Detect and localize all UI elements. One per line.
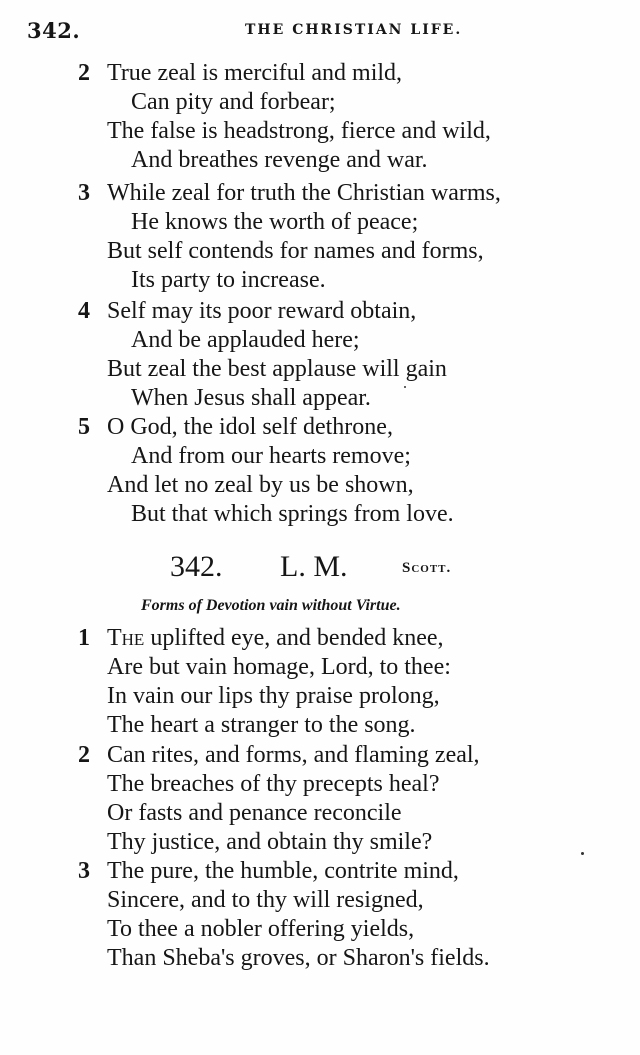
verse-line: Can rites, and forms, and flaming zeal, xyxy=(107,742,480,768)
drop-word: The xyxy=(107,625,145,651)
verse-line: He knows the worth of peace; xyxy=(131,209,419,235)
running-head: THE CHRISTIAN LIFE. xyxy=(245,22,463,38)
stanza-number: 3 xyxy=(78,180,90,206)
verse-line: Than Sheba's groves, or Sharon's fields. xyxy=(107,945,490,971)
stanza-number: 1 xyxy=(78,625,90,651)
verse-line: The pure, the humble, contrite mind, xyxy=(107,858,459,884)
hymn-title: Forms of Devotion vain without Virtue. xyxy=(141,597,401,614)
verse-line: Are but vain homage, Lord, to thee: xyxy=(107,654,451,680)
verse-line: Thy justice, and obtain thy smile? xyxy=(107,829,433,855)
verse-line: Can pity and forbear; xyxy=(131,89,336,115)
stanza-number: 2 xyxy=(78,742,90,768)
stanza-number: 4 xyxy=(78,298,90,324)
verse-line: But self contends for names and forms, xyxy=(107,238,484,264)
verse-line: To thee a nobler offering yields, xyxy=(107,916,415,942)
verse-line: Sincere, and to thy will resigned, xyxy=(107,887,424,913)
ink-speck xyxy=(404,386,406,388)
verse-line: While zeal for truth the Christian warms, xyxy=(107,180,501,206)
verse-line: The false is headstrong, fierce and wild, xyxy=(107,118,491,144)
verse-line: Its party to increase. xyxy=(131,267,326,293)
stanza-number: 3 xyxy=(78,858,90,884)
stanza-number: 2 xyxy=(78,60,90,86)
hymn-meter: L. M. xyxy=(280,550,348,583)
hymn-author: Scott. xyxy=(402,560,452,576)
verse-line: And from our hearts remove; xyxy=(131,443,411,469)
verse-line: But zeal the best applause will gain xyxy=(107,356,447,382)
verse-line xyxy=(107,625,444,652)
verse-line: When Jesus shall appear. xyxy=(131,385,371,411)
verse-line: O God, the idol self dethrone, xyxy=(107,414,393,440)
verse-line: Or fasts and penance reconcile xyxy=(107,800,402,826)
verse-line: And be applauded here; xyxy=(131,327,360,353)
page-header xyxy=(27,18,627,48)
stanza-number: 5 xyxy=(78,414,90,440)
verse-line: The heart a stranger to the song. xyxy=(107,712,416,738)
verse-line: And breathes revenge and war. xyxy=(131,147,428,173)
verse-line: The breaches of thy precepts heal? xyxy=(107,771,440,797)
verse-line: In vain our lips thy praise prolong, xyxy=(107,683,440,709)
verse-line: Self may its poor reward obtain, xyxy=(107,298,417,324)
page-number: 342. xyxy=(27,18,81,43)
verse-line: True zeal is merciful and mild, xyxy=(107,60,403,86)
verse-line: But that which springs from love. xyxy=(131,501,454,527)
hymn-heading xyxy=(0,550,640,586)
hymn-number: 342. xyxy=(170,550,223,583)
verse-line: And let no zeal by us be shown, xyxy=(107,472,414,498)
ink-speck xyxy=(581,852,584,855)
verse-line-rest: uplifted eye, and bended knee, xyxy=(144,625,444,651)
